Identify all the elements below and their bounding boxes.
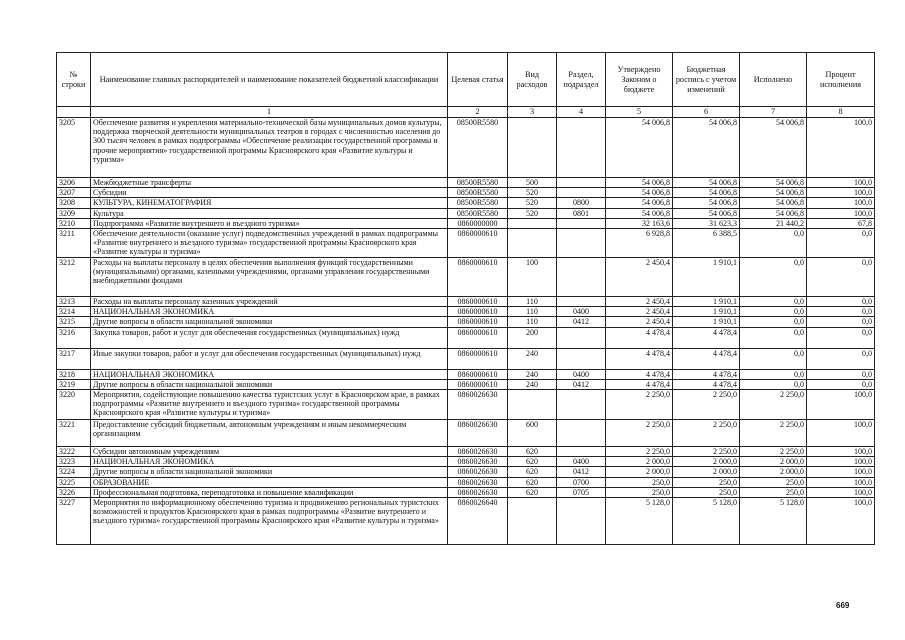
expense-kind: 520 bbox=[508, 188, 557, 198]
row-name: Мероприятия по информационному обеспечению туризма и продвижению региональных туристских возможностей и продуктов Красноярского края в рамках подпрограммы «Развитие внутреннего и въездного туризма» государственной программы Красноярского края «Развитие культуры и туризма» bbox=[91, 498, 448, 545]
execution-percent: 100,0 bbox=[807, 178, 875, 188]
colnum-1: 1 bbox=[91, 107, 448, 118]
row-number: 3213 bbox=[57, 297, 91, 307]
row-number: 3219 bbox=[57, 379, 91, 389]
target-article: 0860000610 bbox=[448, 307, 508, 317]
expense-kind: 100 bbox=[508, 258, 557, 297]
budget-amount: 54 006,8 bbox=[673, 188, 740, 198]
execution-percent: 0,0 bbox=[807, 327, 875, 348]
execution-percent: 100,0 bbox=[807, 390, 875, 420]
approved-amount: 54 006,8 bbox=[606, 118, 673, 178]
execution-percent: 67,8 bbox=[807, 218, 875, 228]
section-code bbox=[557, 447, 606, 457]
approved-amount: 2 250,0 bbox=[606, 390, 673, 420]
header-percent: Процент исполнения bbox=[807, 53, 875, 107]
approved-amount: 2 450,4 bbox=[606, 297, 673, 307]
execution-percent: 0,0 bbox=[807, 229, 875, 258]
expense-kind: 240 bbox=[508, 379, 557, 389]
colnum-2: 2 bbox=[448, 107, 508, 118]
header-kind: Вид расходов bbox=[508, 53, 557, 107]
row-number: 3209 bbox=[57, 208, 91, 218]
row-number: 3210 bbox=[57, 218, 91, 228]
header-section: Раздел, подраздел bbox=[557, 53, 606, 107]
table-row bbox=[57, 467, 875, 477]
header-budget: Бюджетная роспись с учетом изменений bbox=[673, 53, 740, 107]
expense-kind: 520 bbox=[508, 208, 557, 218]
executed-amount: 2 000,0 bbox=[740, 467, 807, 477]
row-name: Расходы на выплаты персоналу казенных учреждений bbox=[91, 297, 448, 307]
row-number: 3223 bbox=[57, 457, 91, 467]
executed-amount: 5 128,0 bbox=[740, 498, 807, 545]
row-name: НАЦИОНАЛЬНАЯ ЭКОНОМИКА bbox=[91, 457, 448, 467]
expense-kind bbox=[508, 118, 557, 178]
approved-amount: 54 006,8 bbox=[606, 208, 673, 218]
expense-kind: 520 bbox=[508, 198, 557, 208]
executed-amount: 2 000,0 bbox=[740, 457, 807, 467]
target-article: 0860000000 bbox=[448, 218, 508, 228]
budget-amount: 2 000,0 bbox=[673, 457, 740, 467]
row-name: Субсидии автономным учреждениям bbox=[91, 447, 448, 457]
budget-amount: 4 478,4 bbox=[673, 379, 740, 389]
row-name: Расходы на выплаты персоналу в целях обеспечения выполнения функций государственными (муниципальными) органами, казенными учреждениями, органами управления государственными внебюджетными фондами bbox=[91, 258, 448, 297]
row-number: 3220 bbox=[57, 390, 91, 420]
section-code: 0400 bbox=[557, 369, 606, 379]
budget-amount: 54 006,8 bbox=[673, 198, 740, 208]
section-code: 0400 bbox=[557, 307, 606, 317]
row-name: Другие вопросы в области национальной экономики bbox=[91, 317, 448, 327]
approved-amount: 54 006,8 bbox=[606, 178, 673, 188]
section-code bbox=[557, 218, 606, 228]
target-article: 0860026630 bbox=[448, 390, 508, 420]
target-article: 0860000610 bbox=[448, 258, 508, 297]
table-row bbox=[57, 118, 875, 178]
table-header-row bbox=[57, 53, 875, 107]
row-number: 3207 bbox=[57, 188, 91, 198]
target-article: 08500R5580 bbox=[448, 198, 508, 208]
colnum-5: 5 bbox=[606, 107, 673, 118]
executed-amount: 2 250,0 bbox=[740, 420, 807, 447]
row-name: Культура bbox=[91, 208, 448, 218]
section-code: 0400 bbox=[557, 457, 606, 467]
approved-amount: 2 450,4 bbox=[606, 258, 673, 297]
execution-percent: 100,0 bbox=[807, 198, 875, 208]
row-name: Межбюджетные трансферты bbox=[91, 178, 448, 188]
budget-amount: 2 250,0 bbox=[673, 390, 740, 420]
table-row bbox=[57, 369, 875, 379]
executed-amount: 0,0 bbox=[740, 379, 807, 389]
executed-amount: 21 440,2 bbox=[740, 218, 807, 228]
execution-percent: 0,0 bbox=[807, 317, 875, 327]
target-article: 08500R5580 bbox=[448, 208, 508, 218]
execution-percent: 100,0 bbox=[807, 457, 875, 467]
table-row bbox=[57, 457, 875, 467]
section-code bbox=[557, 229, 606, 258]
target-article: 0860026630 bbox=[448, 487, 508, 497]
row-name: НАЦИОНАЛЬНАЯ ЭКОНОМИКА bbox=[91, 307, 448, 317]
row-number: 3211 bbox=[57, 229, 91, 258]
row-number: 3205 bbox=[57, 118, 91, 178]
executed-amount: 54 006,8 bbox=[740, 178, 807, 188]
budget-amount: 54 006,8 bbox=[673, 178, 740, 188]
executed-amount: 0,0 bbox=[740, 348, 807, 369]
table-row bbox=[57, 420, 875, 447]
row-number: 3218 bbox=[57, 369, 91, 379]
approved-amount: 250,0 bbox=[606, 477, 673, 487]
expense-kind: 600 bbox=[508, 420, 557, 447]
table-row bbox=[57, 498, 875, 545]
approved-amount: 2 450,4 bbox=[606, 317, 673, 327]
table-row bbox=[57, 229, 875, 258]
row-name: Другие вопросы в области национальной экономики bbox=[91, 467, 448, 477]
budget-amount: 54 006,8 bbox=[673, 118, 740, 178]
target-article: 0860000610 bbox=[448, 348, 508, 369]
budget-execution-table bbox=[56, 52, 875, 545]
page-number: 669 bbox=[836, 601, 850, 610]
row-name: Обеспечение деятельности (оказание услуг) подведомственных учреждений в рамках подпрограммы «Развитие внутреннего и въездного туризма» государственной программы Красноярского края «Развитие культуры и туризма» bbox=[91, 229, 448, 258]
row-name: НАЦИОНАЛЬНАЯ ЭКОНОМИКА bbox=[91, 369, 448, 379]
section-code bbox=[557, 327, 606, 348]
row-number: 3226 bbox=[57, 487, 91, 497]
target-article: 0860026630 bbox=[448, 467, 508, 477]
target-article: 0860000610 bbox=[448, 379, 508, 389]
approved-amount: 2 450,4 bbox=[606, 307, 673, 317]
row-name: Предоставление субсидий бюджетным, автономным учреждениям и иным некоммерческим организациям bbox=[91, 420, 448, 447]
row-number: 3227 bbox=[57, 498, 91, 545]
execution-percent: 0,0 bbox=[807, 307, 875, 317]
table-row bbox=[57, 198, 875, 208]
table-row bbox=[57, 208, 875, 218]
row-name: Закупка товаров, работ и услуг для обеспечения государственных (муниципальных) нужд bbox=[91, 327, 448, 348]
colnum-7: 7 bbox=[740, 107, 807, 118]
expense-kind: 110 bbox=[508, 307, 557, 317]
execution-percent: 100,0 bbox=[807, 188, 875, 198]
execution-percent: 0,0 bbox=[807, 369, 875, 379]
table-row bbox=[57, 297, 875, 307]
section-code bbox=[557, 420, 606, 447]
table-row bbox=[57, 258, 875, 297]
executed-amount: 0,0 bbox=[740, 258, 807, 297]
target-article: 0860000610 bbox=[448, 297, 508, 307]
section-code bbox=[557, 118, 606, 178]
approved-amount: 4 478,4 bbox=[606, 369, 673, 379]
row-name: Мероприятия, содействующие повышению качества туристских услуг в Красноярском крае, в рамках подпрограммы «Развитие внутреннего и въездного туризма» государственной программы Красноярского края «Развитие культуры и туризма» bbox=[91, 390, 448, 420]
target-article: 0860000610 bbox=[448, 317, 508, 327]
execution-percent: 100,0 bbox=[807, 447, 875, 457]
header-name: Наименование главных распорядителей и наименование показателей бюджетной классификации bbox=[91, 53, 448, 107]
section-code: 0412 bbox=[557, 379, 606, 389]
section-code bbox=[557, 348, 606, 369]
header-executed: Исполнено bbox=[740, 53, 807, 107]
header-row-no: № строки bbox=[57, 53, 91, 107]
approved-amount: 6 928,8 bbox=[606, 229, 673, 258]
executed-amount: 54 006,8 bbox=[740, 118, 807, 178]
table-row bbox=[57, 379, 875, 389]
expense-kind bbox=[508, 498, 557, 545]
approved-amount: 2 000,0 bbox=[606, 467, 673, 477]
expense-kind: 620 bbox=[508, 457, 557, 467]
target-article: 0860026630 bbox=[448, 457, 508, 467]
expense-kind: 620 bbox=[508, 487, 557, 497]
table-row bbox=[57, 178, 875, 188]
approved-amount: 54 006,8 bbox=[606, 188, 673, 198]
section-code bbox=[557, 178, 606, 188]
executed-amount: 0,0 bbox=[740, 229, 807, 258]
row-number: 3215 bbox=[57, 317, 91, 327]
colnum-6: 6 bbox=[673, 107, 740, 118]
section-code: 0705 bbox=[557, 487, 606, 497]
row-number: 3225 bbox=[57, 477, 91, 487]
row-name: Субсидии bbox=[91, 188, 448, 198]
row-number: 3208 bbox=[57, 198, 91, 208]
budget-amount: 31 623,3 bbox=[673, 218, 740, 228]
executed-amount: 0,0 bbox=[740, 317, 807, 327]
row-number: 3214 bbox=[57, 307, 91, 317]
execution-percent: 100,0 bbox=[807, 487, 875, 497]
execution-percent: 0,0 bbox=[807, 297, 875, 307]
approved-amount: 4 478,4 bbox=[606, 379, 673, 389]
row-number: 3216 bbox=[57, 327, 91, 348]
execution-percent: 100,0 bbox=[807, 498, 875, 545]
target-article: 08500R5580 bbox=[448, 188, 508, 198]
expense-kind: 240 bbox=[508, 348, 557, 369]
approved-amount: 4 478,4 bbox=[606, 327, 673, 348]
execution-percent: 0,0 bbox=[807, 348, 875, 369]
target-article: 08500R5580 bbox=[448, 178, 508, 188]
header-target: Целевая статья bbox=[448, 53, 508, 107]
section-code: 0412 bbox=[557, 317, 606, 327]
executed-amount: 0,0 bbox=[740, 307, 807, 317]
row-name: Подпрограмма «Развитие внутреннего и въездного туризма» bbox=[91, 218, 448, 228]
target-article: 08500R5580 bbox=[448, 118, 508, 178]
expense-kind: 620 bbox=[508, 447, 557, 457]
approved-amount: 2 250,0 bbox=[606, 447, 673, 457]
approved-amount: 32 163,6 bbox=[606, 218, 673, 228]
expense-kind bbox=[508, 229, 557, 258]
target-article: 0860026630 bbox=[448, 477, 508, 487]
executed-amount: 54 006,8 bbox=[740, 208, 807, 218]
expense-kind: 240 bbox=[508, 369, 557, 379]
section-code bbox=[557, 297, 606, 307]
table-row bbox=[57, 327, 875, 348]
table-row bbox=[57, 307, 875, 317]
row-name: Другие вопросы в области национальной экономики bbox=[91, 379, 448, 389]
executed-amount: 0,0 bbox=[740, 327, 807, 348]
budget-amount: 1 910,1 bbox=[673, 307, 740, 317]
budget-amount: 2 250,0 bbox=[673, 447, 740, 457]
executed-amount: 54 006,8 bbox=[740, 198, 807, 208]
table-row bbox=[57, 447, 875, 457]
executed-amount: 2 250,0 bbox=[740, 390, 807, 420]
expense-kind bbox=[508, 390, 557, 420]
colnum-3: 3 bbox=[508, 107, 557, 118]
row-number: 3206 bbox=[57, 178, 91, 188]
target-article: 0860026630 bbox=[448, 420, 508, 447]
table-row bbox=[57, 348, 875, 369]
row-number: 3222 bbox=[57, 447, 91, 457]
approved-amount: 2 000,0 bbox=[606, 457, 673, 467]
row-number: 3217 bbox=[57, 348, 91, 369]
executed-amount: 0,0 bbox=[740, 369, 807, 379]
section-code bbox=[557, 498, 606, 545]
table-row bbox=[57, 390, 875, 420]
table-row bbox=[57, 218, 875, 228]
budget-amount: 4 478,4 bbox=[673, 369, 740, 379]
table-row bbox=[57, 487, 875, 497]
approved-amount: 54 006,8 bbox=[606, 198, 673, 208]
target-article: 0860026640 bbox=[448, 498, 508, 545]
budget-amount: 1 910,1 bbox=[673, 297, 740, 307]
colnum-blank bbox=[57, 107, 91, 118]
executed-amount: 0,0 bbox=[740, 297, 807, 307]
budget-amount: 5 128,0 bbox=[673, 498, 740, 545]
budget-amount: 1 910,1 bbox=[673, 258, 740, 297]
expense-kind: 200 bbox=[508, 327, 557, 348]
row-number: 3212 bbox=[57, 258, 91, 297]
row-name: Обеспечение развития и укрепления материально-технической базы муниципальных домов культуры, поддержка творческой деятельности муниципальных театров в городах с численностью населения до 300 тысяч человек в рамках подпрограммы «Обеспечение реализации государственной программы и прочие мероприятия» государственной программы Красноярского края «Развитие культуры и туризма» bbox=[91, 118, 448, 178]
execution-percent: 0,0 bbox=[807, 379, 875, 389]
row-number: 3221 bbox=[57, 420, 91, 447]
approved-amount: 2 250,0 bbox=[606, 420, 673, 447]
section-code bbox=[557, 188, 606, 198]
section-code bbox=[557, 390, 606, 420]
table-row bbox=[57, 317, 875, 327]
budget-amount: 54 006,8 bbox=[673, 208, 740, 218]
colnum-4: 4 bbox=[557, 107, 606, 118]
section-code bbox=[557, 258, 606, 297]
target-article: 0860026630 bbox=[448, 447, 508, 457]
budget-amount: 1 910,1 bbox=[673, 317, 740, 327]
row-number: 3224 bbox=[57, 467, 91, 477]
budget-amount: 250,0 bbox=[673, 477, 740, 487]
executed-amount: 54 006,8 bbox=[740, 188, 807, 198]
executed-amount: 2 250,0 bbox=[740, 447, 807, 457]
approved-amount: 250,0 bbox=[606, 487, 673, 497]
expense-kind bbox=[508, 218, 557, 228]
expense-kind: 110 bbox=[508, 317, 557, 327]
budget-amount: 250,0 bbox=[673, 487, 740, 497]
approved-amount: 4 478,4 bbox=[606, 348, 673, 369]
target-article: 0860000610 bbox=[448, 369, 508, 379]
budget-amount: 2 000,0 bbox=[673, 467, 740, 477]
colnum-8: 8 bbox=[807, 107, 875, 118]
budget-amount: 4 478,4 bbox=[673, 327, 740, 348]
expense-kind: 500 bbox=[508, 178, 557, 188]
executed-amount: 250,0 bbox=[740, 477, 807, 487]
execution-percent: 100,0 bbox=[807, 208, 875, 218]
table-row bbox=[57, 188, 875, 198]
expense-kind: 620 bbox=[508, 467, 557, 477]
execution-percent: 100,0 bbox=[807, 467, 875, 477]
row-name: Профессиональная подготовка, переподготовка и повышение квалификации bbox=[91, 487, 448, 497]
execution-percent: 100,0 bbox=[807, 420, 875, 447]
execution-percent: 100,0 bbox=[807, 118, 875, 178]
section-code: 0412 bbox=[557, 467, 606, 477]
target-article: 0860000610 bbox=[448, 327, 508, 348]
target-article: 0860000610 bbox=[448, 229, 508, 258]
budget-amount: 2 250,0 bbox=[673, 420, 740, 447]
budget-amount: 6 388,5 bbox=[673, 229, 740, 258]
budget-amount: 4 478,4 bbox=[673, 348, 740, 369]
section-code: 0700 bbox=[557, 477, 606, 487]
table-row bbox=[57, 477, 875, 487]
section-code: 0801 bbox=[557, 208, 606, 218]
expense-kind: 620 bbox=[508, 477, 557, 487]
expense-kind: 110 bbox=[508, 297, 557, 307]
column-number-row bbox=[57, 107, 875, 118]
approved-amount: 5 128,0 bbox=[606, 498, 673, 545]
row-name: КУЛЬТУРА, КИНЕМАТОГРАФИЯ bbox=[91, 198, 448, 208]
execution-percent: 100,0 bbox=[807, 477, 875, 487]
execution-percent: 0,0 bbox=[807, 258, 875, 297]
header-approved: Утверждено Законом о бюджете bbox=[606, 53, 673, 107]
executed-amount: 250,0 bbox=[740, 487, 807, 497]
row-name: Иные закупки товаров, работ и услуг для обеспечения государственных (муниципальных) нужд bbox=[91, 348, 448, 369]
row-name: ОБРАЗОВАНИЕ bbox=[91, 477, 448, 487]
section-code: 0800 bbox=[557, 198, 606, 208]
